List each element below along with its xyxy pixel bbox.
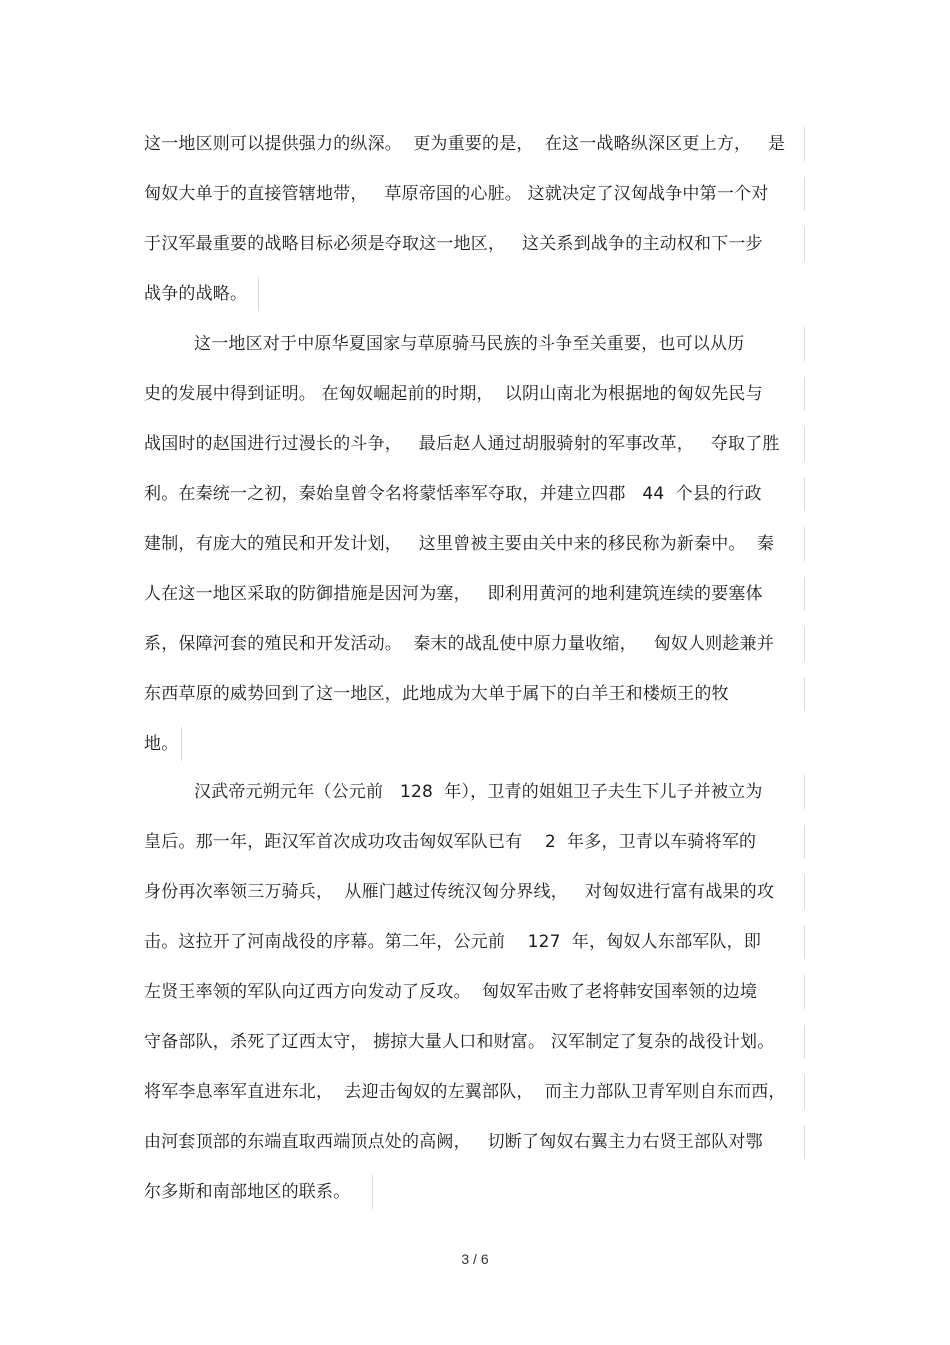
text-line: 于汉军最重要的战略目标必须是夺取这一地区， 这关系到战争的主动权和下一步 xyxy=(144,234,763,254)
line-divider xyxy=(804,627,805,661)
paragraph-first-line: 汉武帝元朔元年（公元前 128 年），卫青的姐姐卫子夫生下儿子并被立为 xyxy=(194,782,763,802)
text-line: 东西草原的威势回到了这一地区，此地成为大单于属下的白羊王和楼烦王的牧 xyxy=(144,684,729,704)
text-line: 史的发展中得到证明。 在匈奴崛起前的时期， 以阴山南北为根据地的匈奴先民与 xyxy=(144,384,763,404)
line-divider xyxy=(804,875,805,909)
text-line: 左贤王率领的军队向辽西方向发动了反攻。 匈奴军击败了老将韩安国率领的边境 xyxy=(144,982,758,1002)
line-divider xyxy=(804,377,805,411)
line-divider xyxy=(804,327,805,361)
text-line: 身份再次率领三万骑兵， 从雁门越过传统汉匈分界线， 对匈奴进行富有战果的攻 xyxy=(144,882,775,902)
line-divider xyxy=(804,1125,805,1159)
line-divider xyxy=(258,277,259,311)
text-line: 利。在秦统一之初，秦始皇曾令名将蒙恬率军夺取，并建立四郡 44 个县的行政 xyxy=(144,484,762,504)
line-divider xyxy=(804,925,805,959)
line-divider xyxy=(804,825,805,859)
text-line: 战国时的赵国进行过漫长的斗争， 最后赵人通过胡服骑射的军事改革， 夺取了胜 xyxy=(144,434,780,454)
paragraph-first-line: 这一地区对于中原华夏国家与草原骑马民族的斗争至关重要，也可以从历 xyxy=(194,334,745,354)
text-line: 将军李息率军直进东北， 去迎击匈奴的左翼部队， 而主力部队卫青军则自东而西， xyxy=(144,1082,786,1102)
text-line: 守备部队，杀死了辽西太守， 掳掠大量人口和财富。 汉军制定了复杂的战役计划。 xyxy=(144,1032,775,1052)
text-line: 地。 xyxy=(144,734,179,754)
line-divider xyxy=(804,1025,805,1059)
line-divider xyxy=(804,975,805,1009)
page-number: 3 / 6 xyxy=(461,1251,489,1267)
line-divider xyxy=(804,1075,805,1109)
line-divider xyxy=(181,727,182,761)
line-divider xyxy=(804,527,805,561)
text-line: 系，保障河套的殖民和开发活动。 秦末的战乱使中原力量收缩， 匈奴人则趁兼并 xyxy=(144,634,775,654)
text-line: 皇后。那一年，距汉军首次成功攻击匈奴军队已有 2 年多，卫青以车骑将军的 xyxy=(144,832,757,852)
text-line: 这一地区则可以提供强力的纵深。 更为重要的是， 在这一战略纵深区更上方， 是 xyxy=(144,134,786,154)
line-divider xyxy=(804,227,805,261)
line-divider xyxy=(372,1175,373,1209)
text-line: 击。这拉开了河南战役的序幕。第二年，公元前 127 年，匈奴人东部军队，即 xyxy=(144,932,762,952)
line-divider xyxy=(804,477,805,511)
text-line: 匈奴大单于的直接管辖地带， 草原帝国的心脏。 这就决定了汉匈战争中第一个对 xyxy=(144,184,769,204)
line-divider xyxy=(804,427,805,461)
line-divider xyxy=(804,177,805,211)
line-divider xyxy=(804,577,805,611)
text-line: 由河套顶部的东端直取西端顶点处的高阙， 切断了匈奴右翼主力右贤王部队对鄂 xyxy=(144,1132,763,1152)
text-line: 尔多斯和南部地区的联系。 xyxy=(144,1182,351,1202)
text-line: 建制，有庞大的殖民和开发计划， 这里曾被主要由关中来的移民称为新秦中。 秦 xyxy=(144,534,775,554)
line-divider xyxy=(804,127,805,161)
text-line: 战争的战略。 xyxy=(144,284,248,304)
line-divider xyxy=(804,677,805,711)
text-line: 人在这一地区采取的防御措施是因河为塞， 即利用黄河的地利建筑连续的要塞体 xyxy=(144,584,763,604)
line-divider xyxy=(804,775,805,809)
